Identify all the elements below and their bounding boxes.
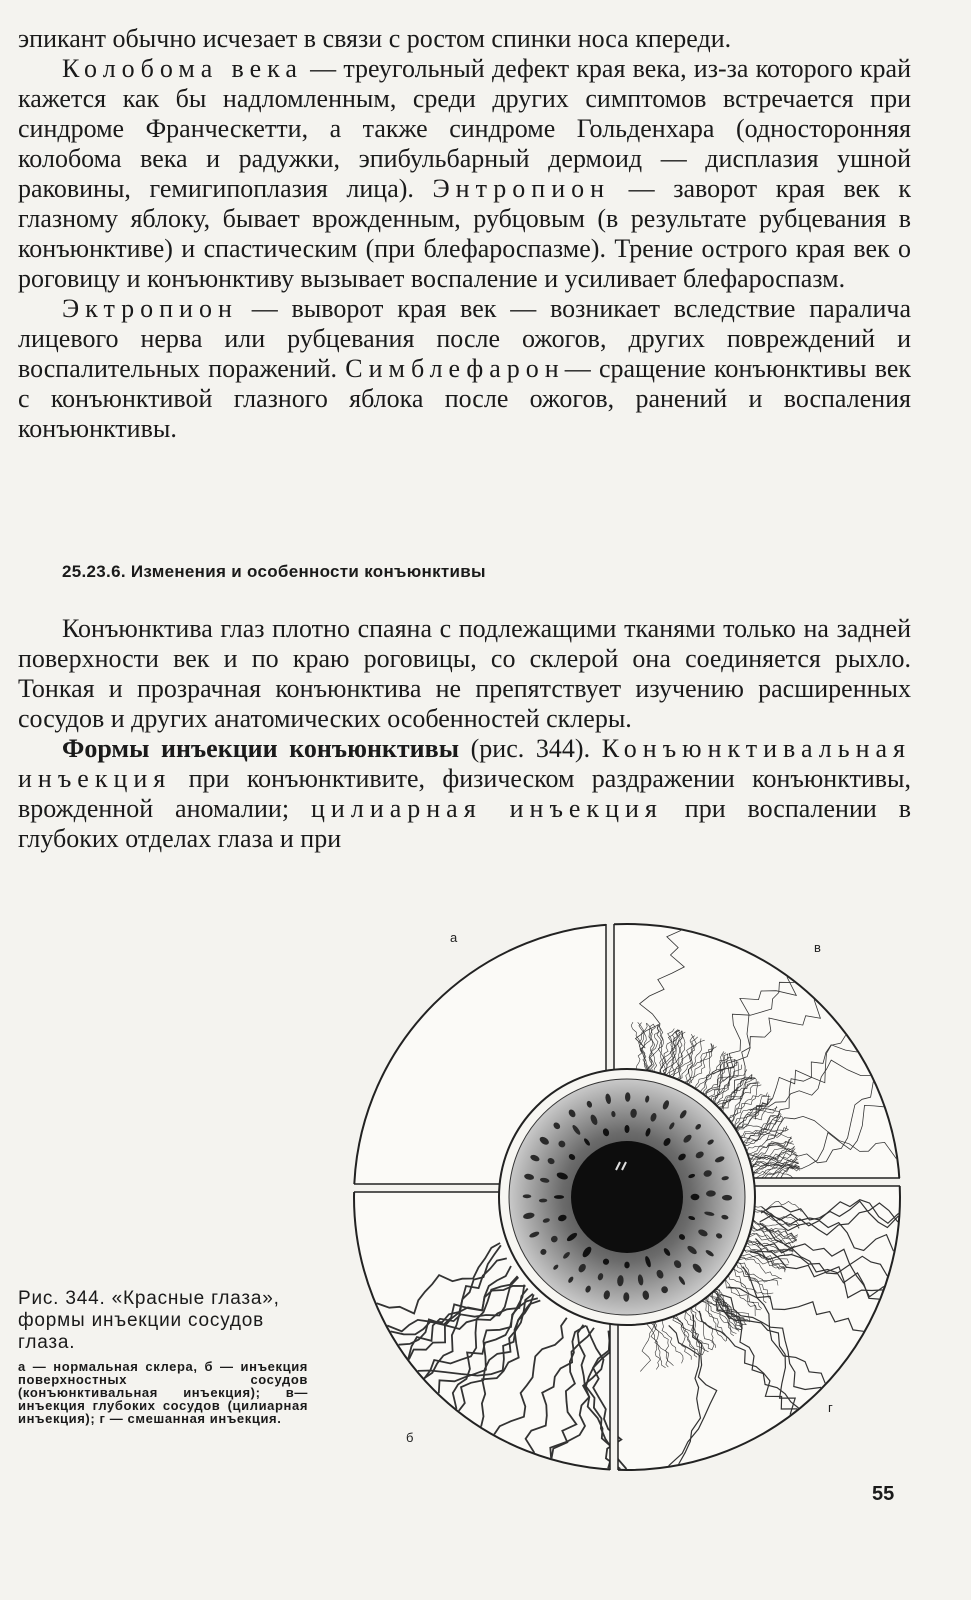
iris-crypt (624, 1262, 629, 1269)
label-b: б (406, 1430, 414, 1445)
label-a: а (450, 930, 458, 945)
section-heading: 25.23.6. Изменения и особенности конъюнктивы (62, 562, 486, 581)
label-g: г (828, 1400, 833, 1415)
term-ciliary-injection: цилиарная инъекция (311, 794, 663, 823)
caption-description: а — нормальная склера, б — инъекция поверхностных сосудов (конъюнктивальная инъекция); в—инъекция глубоких сосудов (цилиарная инъекция); г — смешанная инъекция. (18, 1359, 308, 1426)
term-symblepharon: Симблефарон (345, 354, 565, 383)
text-ciliary: при воспалении в глубоких отделах глаза и при (18, 794, 911, 853)
term-ectropion: Эктропион (62, 294, 238, 323)
figure-caption (18, 1288, 308, 1425)
paragraph-ectropion-symblepharon (18, 294, 911, 444)
caption-title: Рис. 344. «Красные глаза», формы инъекции сосудов глаза. (18, 1288, 280, 1353)
text-fig-ref: (рис. 344). (459, 734, 602, 763)
term-coloboma: Колобома века (62, 54, 303, 83)
paragraph-conjunctiva: Конъюнктива глаз плотно спаяна с подлежащими тканями только на задней поверхности век и по краю роговицы, со склерой она соединяется рыхло. Тонкая и прозрачная конъюнктива не препятствует изучению расширенных сосудов и других анатомических особенностей склеры. (18, 614, 911, 733)
text-block-top (18, 24, 911, 444)
page-number: 55 (872, 1483, 895, 1505)
text-coloboma: — треугольный дефект края века, из-за которого край кажется как бы надломленным, среди других симптомов встречается при синдроме Франческетти, а также синдроме Гольденхара (односторонняя колобома века и радужки, эпибульбарный дермоид — дисплазия ушной раковины, гемигипоплазия лица). (18, 54, 912, 203)
paragraph-epicanthus: эпикант обычно исчезает в связи с ростом спинки носа кпереди. (18, 24, 732, 53)
iris-crypt (625, 1125, 630, 1133)
pupil (571, 1141, 683, 1253)
term-conjunctival-injection: Конъюнктивальная инъекция (18, 734, 911, 793)
term-entropion: Энтропион (432, 174, 611, 203)
term-injection-forms: Формы инъекции конъюнктивы (62, 734, 459, 763)
text-ectropion: — выворот края век — возникает вследствие паралича лицевого нерва или рубцевания после ожогов, других повреждений и воспалительных поражений. (18, 294, 911, 383)
text-conjunctival: при конъюнктивите, физическом раздражении конъюнктивы, врожденной аномалии; (18, 764, 911, 823)
text-entropion: — заворот края век к глазному яблоку, бывает врожденным, рубцовым (в результате рубцевания в конъюнктиве) и спастическим (при блефароспазме). Трение острого края век о роговицу и конъюнктиву вызывает воспаление и усиливает блефароспазм. (18, 174, 911, 293)
label-v: в (814, 940, 821, 955)
paragraph-injection-forms (18, 734, 911, 854)
iris-crypt (554, 1195, 564, 1199)
paragraph-coloboma-entropion (18, 54, 911, 294)
text-block-bottom (18, 614, 911, 854)
iris-crypt (691, 1194, 700, 1200)
eye-injection-figure (342, 912, 932, 1502)
text-symblepharon: — сращение конъюнктивы век с конъюнктивой глазного яблока после ожогов, ранений и воспаления конъюнктивы. (18, 354, 911, 443)
